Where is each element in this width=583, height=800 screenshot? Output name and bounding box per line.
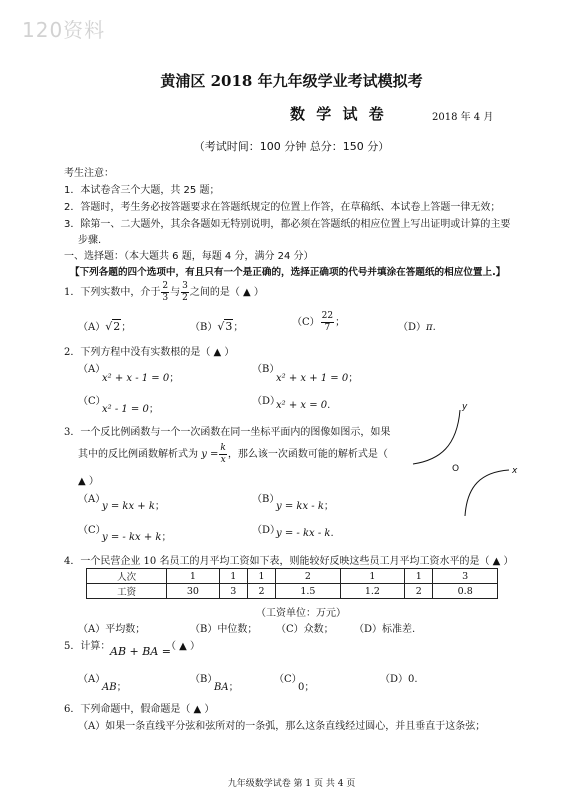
- table-cell: 工资: [87, 584, 167, 599]
- q2-option-label: （D）: [252, 396, 281, 407]
- radicand: 2: [113, 320, 121, 333]
- q2-option-b: [276, 369, 358, 384]
- q3-option-d: [276, 528, 334, 539]
- vector: AB: [102, 682, 117, 693]
- q3-option-a: [102, 497, 165, 512]
- q3-option-label: （C）: [78, 525, 106, 536]
- q2-option-label: （A）: [78, 364, 106, 375]
- numerator: k: [220, 443, 226, 453]
- q1-option-a: [78, 318, 131, 333]
- q4-option-d: （D）标准差.: [354, 624, 416, 635]
- q2-option-c: [102, 400, 159, 415]
- option-label: （C）: [292, 317, 320, 328]
- q3-option-c: [102, 528, 171, 543]
- q1-suffix: 之间的是（ ▲ ）: [189, 287, 264, 298]
- end-mark: .: [327, 400, 331, 411]
- q5-option-a: [102, 678, 127, 693]
- exam-subtitle: 数 学 试 卷: [290, 105, 387, 123]
- option-label: （A）: [78, 322, 106, 333]
- vector: BA: [214, 682, 229, 693]
- note-item: 1．本试卷含三个大题，共 25 题；: [64, 185, 220, 196]
- q2-option-label: （C）: [78, 396, 106, 407]
- table-cell: 1: [219, 569, 247, 584]
- end-mark: .: [432, 322, 436, 333]
- q3-option-label: （B）: [252, 494, 280, 505]
- q3-line2-suffix: ，那么该一次函数可能的解析式是（: [227, 449, 388, 460]
- equation: y = kx - k: [276, 501, 324, 512]
- q2-option-d: [276, 400, 330, 411]
- numerator: 2: [162, 281, 169, 291]
- radicand: 3: [225, 320, 233, 333]
- question-6-stem: 6．下列命题中，假命题是（ ▲ ）: [64, 704, 215, 715]
- table-cell: 30: [167, 584, 219, 599]
- q5-option-label: （C）: [274, 674, 302, 685]
- separator: ；: [161, 532, 172, 543]
- fraction: [181, 282, 189, 303]
- separator: ；: [116, 682, 127, 693]
- fraction: [161, 282, 169, 303]
- q6-option-a: （A）如果一条直线平分弦和弦所对的一条弧，那么这条直线经过圆心，并且垂直于这条弦；: [78, 721, 486, 732]
- denominator: 3: [162, 293, 169, 303]
- denominator: 7: [324, 323, 331, 333]
- end-mark: .: [330, 528, 334, 539]
- question-3-line1: 3．一个反比例函数与一个一次函数在同一坐标平面内的图像如图示，如果: [64, 427, 391, 438]
- q1-option-b: [190, 318, 243, 333]
- table-row: [87, 569, 498, 584]
- q1-option-d: [398, 318, 436, 333]
- separator: ；: [148, 404, 159, 415]
- question-3-close: ▲ ）: [78, 476, 99, 487]
- note-item: 2．答题时，考生务必按答题要求在答题纸规定的位置上作答，在草稿纸、本试卷上答题一律无效；: [64, 202, 501, 213]
- exam-title: 黄浦区 2018 年九年级学业考试模拟考: [160, 72, 423, 90]
- table-cell: 1: [167, 569, 219, 584]
- q3-option-label: （A）: [78, 494, 106, 505]
- separator: ；: [323, 501, 334, 512]
- page-footer: 九年级数学试卷 第 1 页 共 4 页: [227, 779, 356, 789]
- question-3-line2: [78, 444, 388, 465]
- equation: x² + x = 0: [276, 400, 328, 411]
- q1-prefix: 1．下列实数中，介于: [64, 287, 161, 298]
- q4-option-b: （B）中位数；: [190, 624, 258, 635]
- q5-option-d: （D）0.: [380, 674, 418, 685]
- sqrt: √3: [217, 320, 233, 333]
- table-cell: 2: [247, 584, 275, 599]
- table-row: [87, 584, 498, 599]
- numerator: 22: [321, 311, 334, 321]
- q2-option-a: [102, 369, 179, 384]
- exam-date: 2018 年 4 月: [432, 112, 494, 123]
- hyperbola-branch-upper: [413, 410, 460, 464]
- question-5-close: （ ▲ ）: [166, 641, 201, 652]
- separator: ；: [154, 501, 165, 512]
- fraction: [321, 312, 334, 333]
- numerator: 3: [182, 281, 188, 291]
- table-cell: 2: [405, 584, 433, 599]
- hyperbola-branch-lower: [465, 470, 509, 516]
- table-cell: 1: [247, 569, 275, 584]
- equation: y = - kx - k: [276, 528, 331, 539]
- separator: ；: [228, 682, 239, 693]
- q5-option-c: [298, 678, 314, 693]
- note-item: 步骤.: [78, 235, 102, 246]
- vector: 0: [298, 682, 305, 693]
- separator: ；: [304, 682, 315, 693]
- q4-option-c: （C）众数；: [276, 624, 334, 635]
- denominator: 2: [182, 293, 188, 303]
- table-cell: 0.8: [433, 584, 498, 599]
- function-graph: [405, 398, 535, 528]
- q5-option-label: （A）: [78, 674, 106, 685]
- q2-option-label: （B）: [252, 364, 280, 375]
- equation: y =: [201, 449, 219, 460]
- vector-expression: AB + BA =: [110, 645, 171, 658]
- equation: x² + x + 1 = 0: [276, 373, 349, 384]
- question-4-stem: 4．一个民营企业 10 名员工的月平均工资如下表，则能较好反映这些员工月平均工资水平的是（ ▲ ）: [64, 556, 514, 567]
- q3-option-label: （D）: [252, 525, 281, 536]
- q5-option-label: （B）: [190, 674, 218, 685]
- table-cell: 3: [219, 584, 247, 599]
- equation: y = - kx + k: [102, 532, 162, 543]
- note-item: 3．除第一、二大题外，其余各题如无特别说明，都必须在答题纸的相应位置上写出证明或计算的主要: [64, 219, 511, 230]
- q1-option-c: [292, 312, 345, 333]
- table-cell: 人次: [87, 569, 167, 584]
- separator: ；: [348, 373, 359, 384]
- axis-x-label: x: [512, 466, 518, 476]
- table-cell: 1: [405, 569, 433, 584]
- separator: ；: [335, 317, 346, 328]
- equation: x² - 1 = 0: [102, 404, 149, 415]
- q1-mid: 与: [170, 287, 181, 298]
- separator: ；: [169, 373, 180, 384]
- question-2-stem: 2．下列方程中没有实数根的是（ ▲ ）: [64, 347, 235, 358]
- q5-option-b: [214, 678, 239, 693]
- q4-option-a: （A）平均数；: [78, 624, 146, 635]
- axis-y-label: y: [462, 402, 468, 412]
- option-label: （D）: [398, 322, 427, 333]
- separator: ；: [121, 322, 132, 333]
- table-cell: 1: [340, 569, 405, 584]
- sqrt: √2: [105, 320, 121, 333]
- option-label: （B）: [190, 322, 218, 333]
- wage-table: [86, 568, 498, 599]
- denominator: x: [220, 455, 226, 465]
- table-cell: 2: [276, 569, 341, 584]
- table-cell: 3: [433, 569, 498, 584]
- section-instruction: 【下列各题的四个选项中，有且只有一个是正确的，选择正确项的代号并填涂在答题纸的相应位置上.】: [70, 267, 506, 278]
- option-value: π: [426, 322, 433, 333]
- q3-option-b: [276, 497, 334, 512]
- notes-heading: 考生注意：: [64, 168, 114, 179]
- equation: x² + x - 1 = 0: [102, 373, 170, 384]
- table-unit-note: （工资单位：万元）: [256, 608, 346, 619]
- table-cell: 1.5: [276, 584, 341, 599]
- watermark: 120资料: [22, 18, 106, 42]
- question-1-stem: [64, 282, 264, 303]
- origin-label: O: [452, 464, 460, 474]
- fraction: [219, 444, 226, 465]
- section-heading: 一、选择题：（本大题共 6 题，每题 4 分，满分 24 分）: [64, 251, 314, 262]
- exam-time: （考试时间：100 分钟 总分：150 分）: [193, 140, 390, 153]
- separator: ；: [233, 322, 244, 333]
- question-5-stem: 5．计算：: [64, 641, 111, 652]
- q3-line2-prefix: 其中的反比例函数解析式为: [78, 449, 198, 460]
- table-cell: 1.2: [340, 584, 405, 599]
- equation: y = kx + k: [102, 501, 155, 512]
